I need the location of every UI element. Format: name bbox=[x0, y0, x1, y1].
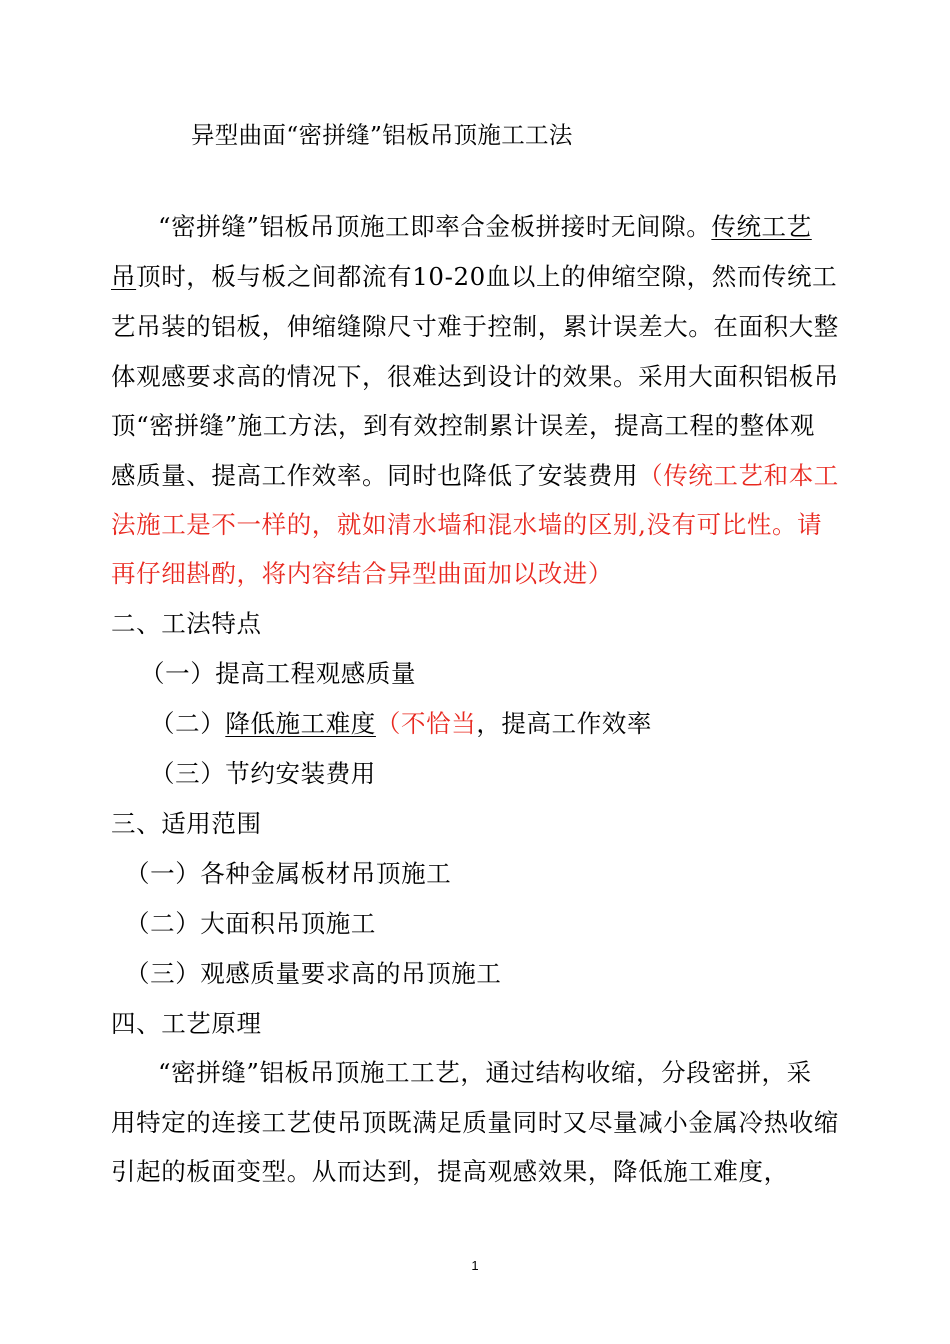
feature-item-1: （一）提高工程观感质量 bbox=[140, 659, 417, 688]
intro-line-2 bbox=[111, 260, 871, 294]
intro-line-4: 体观感要求高的情况下，很难达到设计的效果。采用大面积铝板吊 bbox=[111, 362, 839, 391]
intro-line-1 bbox=[111, 210, 871, 244]
principle-line-1: “密拼缝”铝板吊顶施工工艺，通过结构收缩，分段密拼，采 bbox=[158, 1058, 812, 1087]
feature-text: ，提高工作效率 bbox=[476, 709, 653, 738]
feature-item-3: （三）节约安装费用 bbox=[150, 759, 376, 788]
feature-item-2 bbox=[150, 707, 910, 741]
intro-text: “密拼缝”铝板吊顶施工即率合金板拼接时无间隙。 bbox=[158, 212, 712, 241]
section-heading-principle: 四、工艺原理 bbox=[111, 1009, 262, 1038]
section-heading-scope: 三、适用范围 bbox=[111, 809, 262, 838]
principle-line-3: 引起的板面变型。从而达到，提高观感效果，降低施工难度， bbox=[111, 1157, 789, 1186]
item-marker: （二） bbox=[150, 709, 226, 738]
review-comment: （不恰当 bbox=[375, 709, 477, 738]
underlined-text: 传统工艺 bbox=[711, 212, 812, 241]
document-title: 异型曲面“密拼缝”铝板吊顶施工工法 bbox=[191, 121, 573, 149]
intro-line-3: 艺吊装的铝板，伸缩缝隙尺寸难于控制，累计误差大。在面积大整 bbox=[111, 312, 839, 341]
review-comment-line-2: 再仔细斟酌，将内容结合异型曲面加以改进） bbox=[111, 559, 613, 588]
review-comment: （传统工艺和本工 bbox=[638, 461, 839, 490]
scope-item-3: （三）观感质量要求高的吊顶施工 bbox=[125, 959, 502, 988]
scope-item-2: （二）大面积吊顶施工 bbox=[125, 909, 376, 938]
section-heading-features: 二、工法特点 bbox=[111, 609, 262, 638]
principle-line-2: 用特定的连接工艺使吊顶既满足质量同时又尽量减小金属冷热收缩 bbox=[111, 1108, 839, 1137]
underlined-text: 降低施工难度 bbox=[225, 709, 376, 738]
intro-line-5: 顶“密拼缝”施工方法，到有效控制累计误差，提高工程的整体观 bbox=[111, 411, 815, 440]
review-comment-line-1: 法施工是不一样的，就如清水墙和混水墙的区别,没有可比性。请 bbox=[111, 510, 823, 539]
intro-line-6 bbox=[111, 459, 871, 493]
page-number: 1 bbox=[471, 1258, 479, 1273]
intro-text: 感质量、提高工作效率。同时也降低了安装费用 bbox=[111, 461, 639, 490]
underlined-text: 吊 bbox=[111, 262, 137, 291]
scope-item-1: （一）各种金属板材吊顶施工 bbox=[125, 859, 452, 888]
intro-text: 顶时，板与板之间都流有10-20血以上的伸缩空隙，然而传统工 bbox=[136, 262, 838, 291]
